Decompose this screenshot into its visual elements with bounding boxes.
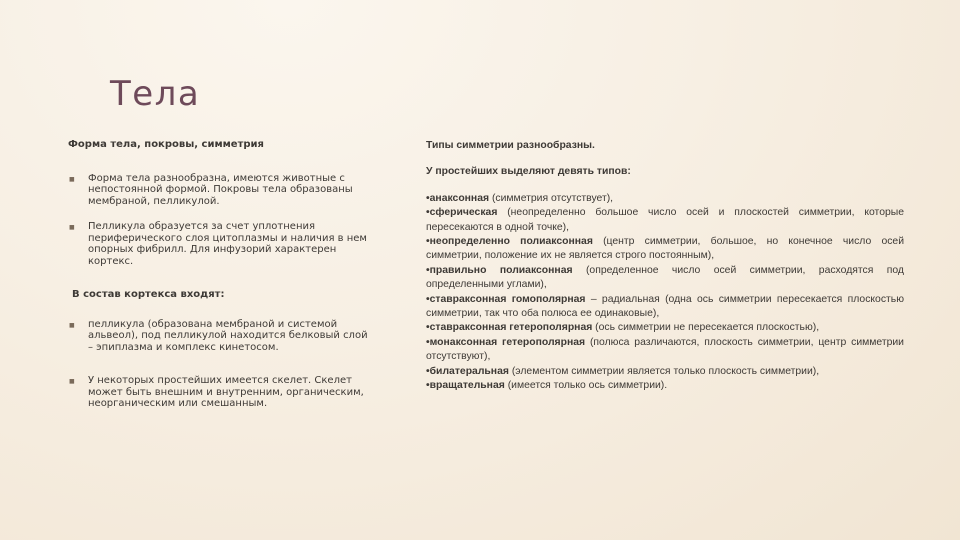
- term: •неопределенно полиаксонная: [426, 236, 593, 248]
- list-item: [68, 173, 368, 208]
- description: (имеется только ось симметрии).: [504, 380, 668, 392]
- bullet-icon: ■: [69, 175, 75, 183]
- list-item: [426, 293, 904, 322]
- term: •вращательная: [426, 380, 505, 392]
- right-column: [426, 139, 904, 394]
- description: (центр симметрии, большое, но конечное число осей симметрии, положение их не является строго постоянным),: [426, 236, 904, 262]
- description: – радиальная (одна ось симметрии пересекается плоскостью симметрии, так что оба полюса ее одинаковые),: [426, 293, 904, 320]
- term: •билатеральная: [426, 365, 509, 377]
- symmetry-types-list: [426, 192, 904, 394]
- left-column: [68, 139, 368, 424]
- list-item: [426, 379, 904, 393]
- left-heading: Форма тела, покровы, симметрия: [68, 139, 264, 150]
- list-item: [426, 365, 904, 379]
- list-item: [426, 321, 904, 335]
- term: •ставраксонная гомополярная: [426, 293, 586, 305]
- list-item: [68, 319, 368, 354]
- term: •сферическая: [426, 207, 498, 219]
- types-heading: У простейших выделяют девять типов:: [426, 166, 631, 178]
- bullet-text: пелликула (образована мембраной и системой альвеол), под пелликулой находится белковый слой – эпиплазма и комплекс кинетосом.: [88, 318, 368, 353]
- term: •монаксонная гетерополярная: [426, 336, 586, 348]
- bullet-icon: ■: [69, 378, 75, 385]
- description: (определенное число осей симметрии, расходятся под определенными углами),: [426, 264, 904, 291]
- description: (полюса различаются, плоскость симметрии, центр симметрии отсутствуют),: [426, 336, 904, 363]
- term: •правильно полиаксонная: [426, 264, 573, 276]
- description: (ось симметрии не пересекается плоскостью),: [592, 322, 820, 334]
- bullet-icon: ■: [69, 321, 75, 329]
- term: •анаксонная: [426, 192, 490, 204]
- bullet-text: Пелликула образуется за счет уплотнения периферического слоя цитоплазмы и наличия в нем опорных фибрилл. Для инфузорий характерен кортекс.: [88, 221, 367, 267]
- list-item: [68, 375, 368, 410]
- bullet-icon: ■: [69, 224, 75, 231]
- list-item: [426, 264, 904, 293]
- description: (симметрия отсутствует),: [489, 192, 614, 204]
- list-item: [68, 221, 368, 267]
- list-item: [426, 336, 904, 365]
- description: (элементом симметрии является только плоскость симметрии),: [508, 365, 820, 377]
- symmetry-heading: Типы симметрии разнообразны.: [426, 140, 595, 151]
- list-item: [426, 206, 904, 235]
- bullet-text: У некоторых простейших имеется скелет. Скелет может быть внешним и внутренним, органическим, неорганическим или смешанным.: [88, 375, 364, 409]
- bullet-text: Форма тела разнообразна, имеются животные с непостоянной формой. Покровы тела образованы мембраной, пелликулой.: [88, 172, 353, 207]
- kortex-subheading: В состав кортекса входят:: [72, 289, 225, 300]
- list-item: [426, 235, 904, 264]
- description: (неопределенно большое число осей и плоскостей симметрии, которые пересекаются в одной точке),: [426, 207, 904, 233]
- term: •ставраксонная гетерополярная: [426, 322, 593, 334]
- list-item: [426, 192, 904, 206]
- slide-title: Тела: [110, 74, 201, 114]
